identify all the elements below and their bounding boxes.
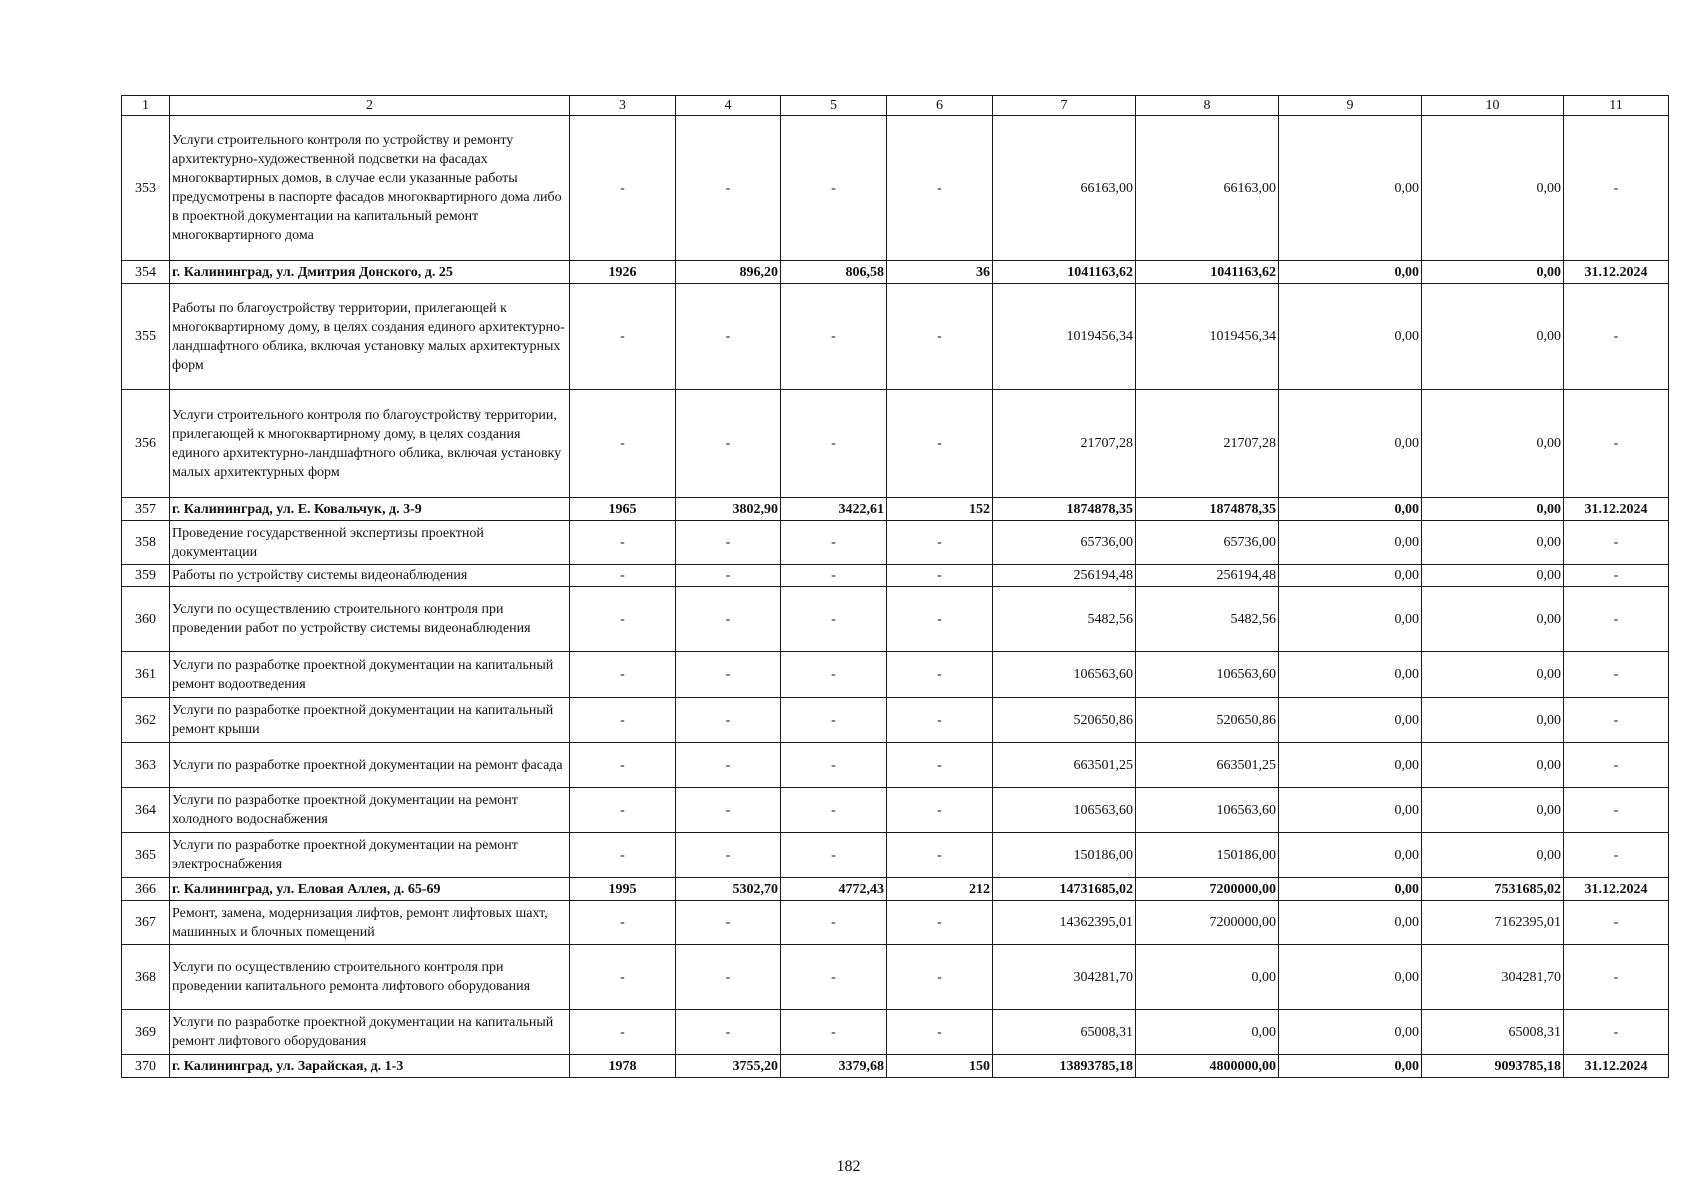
residents-count: - xyxy=(887,652,993,698)
build-year: 1978 xyxy=(570,1055,676,1078)
completion-date: - xyxy=(1564,698,1669,743)
owners-cost: 0,00 xyxy=(1422,587,1564,652)
build-year: - xyxy=(570,521,676,565)
fund-cost: 663501,25 xyxy=(1136,743,1279,788)
completion-date: - xyxy=(1564,652,1669,698)
fund-cost: 0,00 xyxy=(1136,1010,1279,1055)
table-row xyxy=(122,284,1669,390)
owners-cost: 65008,31 xyxy=(1422,1010,1564,1055)
residents-count: - xyxy=(887,521,993,565)
total-area: - xyxy=(676,833,781,878)
premises-area: - xyxy=(781,945,887,1010)
total-cost: 106563,60 xyxy=(993,788,1136,833)
address: г. Калининград, ул. Е. Ковальчук, д. 3-9 xyxy=(170,498,570,521)
fund-cost: 1041163,62 xyxy=(1136,261,1279,284)
budget-cost: 0,00 xyxy=(1279,1055,1422,1078)
row-number: 359 xyxy=(122,565,170,587)
column-header: 11 xyxy=(1564,96,1669,116)
residents-count: - xyxy=(887,390,993,498)
completion-date: - xyxy=(1564,565,1669,587)
owners-cost: 0,00 xyxy=(1422,261,1564,284)
work-description: Работы по благоустройству территории, прилегающей к многоквартирному дому, в целях создания единого архитектурно-ландшафтного облика, включая установку малых архитектурных форм xyxy=(170,284,570,390)
total-area: - xyxy=(676,743,781,788)
address: г. Калининград, ул. Еловая Аллея, д. 65-69 xyxy=(170,878,570,901)
build-year: - xyxy=(570,565,676,587)
budget-cost: 0,00 xyxy=(1279,587,1422,652)
total-cost: 106563,60 xyxy=(993,652,1136,698)
residents-count: 150 xyxy=(887,1055,993,1078)
total-area: - xyxy=(676,116,781,261)
budget-cost: 0,00 xyxy=(1279,878,1422,901)
column-header: 5 xyxy=(781,96,887,116)
completion-date: - xyxy=(1564,788,1669,833)
fund-cost: 7200000,00 xyxy=(1136,878,1279,901)
residents-count: - xyxy=(887,743,993,788)
row-number: 365 xyxy=(122,833,170,878)
build-year: - xyxy=(570,284,676,390)
work-description: Услуги по разработке проектной документации на ремонт холодного водоснабжения xyxy=(170,788,570,833)
budget-cost: 0,00 xyxy=(1279,284,1422,390)
row-number: 366 xyxy=(122,878,170,901)
premises-area: 806,58 xyxy=(781,261,887,284)
fund-cost: 5482,56 xyxy=(1136,587,1279,652)
work-description: Ремонт, замена, модернизация лифтов, ремонт лифтовых шахт, машинных и блочных помещений xyxy=(170,901,570,945)
budget-cost: 0,00 xyxy=(1279,498,1422,521)
work-description: Услуги по разработке проектной документации на капитальный ремонт водоотведения xyxy=(170,652,570,698)
completion-date: 31.12.2024 xyxy=(1564,878,1669,901)
table-row xyxy=(122,833,1669,878)
total-area: - xyxy=(676,652,781,698)
fund-cost: 65736,00 xyxy=(1136,521,1279,565)
address: г. Калининград, ул. Дмитрия Донского, д. 25 xyxy=(170,261,570,284)
budget-cost: 0,00 xyxy=(1279,261,1422,284)
residents-count: - xyxy=(887,587,993,652)
completion-date: - xyxy=(1564,116,1669,261)
owners-cost: 7162395,01 xyxy=(1422,901,1564,945)
column-header: 10 xyxy=(1422,96,1564,116)
row-number: 362 xyxy=(122,698,170,743)
budget-cost: 0,00 xyxy=(1279,116,1422,261)
work-description: Проведение государственной экспертизы проектной документации xyxy=(170,521,570,565)
table-row xyxy=(122,521,1669,565)
total-cost: 304281,70 xyxy=(993,945,1136,1010)
row-number: 363 xyxy=(122,743,170,788)
budget-cost: 0,00 xyxy=(1279,652,1422,698)
column-header: 4 xyxy=(676,96,781,116)
completion-date: 31.12.2024 xyxy=(1564,498,1669,521)
residents-count: - xyxy=(887,284,993,390)
total-area: 3802,90 xyxy=(676,498,781,521)
total-cost: 663501,25 xyxy=(993,743,1136,788)
build-year: - xyxy=(570,652,676,698)
row-number: 364 xyxy=(122,788,170,833)
row-number: 356 xyxy=(122,390,170,498)
table-row xyxy=(122,261,1669,284)
fund-cost: 21707,28 xyxy=(1136,390,1279,498)
owners-cost: 9093785,18 xyxy=(1422,1055,1564,1078)
total-cost: 14362395,01 xyxy=(993,901,1136,945)
residents-count: - xyxy=(887,698,993,743)
total-area: - xyxy=(676,945,781,1010)
row-number: 367 xyxy=(122,901,170,945)
owners-cost: 0,00 xyxy=(1422,498,1564,521)
premises-area: - xyxy=(781,521,887,565)
total-cost: 66163,00 xyxy=(993,116,1136,261)
build-year: - xyxy=(570,901,676,945)
residents-count: 36 xyxy=(887,261,993,284)
table-row xyxy=(122,788,1669,833)
completion-date: - xyxy=(1564,901,1669,945)
total-area: - xyxy=(676,587,781,652)
total-cost: 520650,86 xyxy=(993,698,1136,743)
row-number: 369 xyxy=(122,1010,170,1055)
total-area: - xyxy=(676,788,781,833)
table-row xyxy=(122,901,1669,945)
work-description: Услуги по разработке проектной документации на ремонт фасада xyxy=(170,743,570,788)
table-row xyxy=(122,1055,1669,1078)
total-cost: 1874878,35 xyxy=(993,498,1136,521)
residents-count: 152 xyxy=(887,498,993,521)
total-cost: 150186,00 xyxy=(993,833,1136,878)
completion-date: - xyxy=(1564,833,1669,878)
owners-cost: 7531685,02 xyxy=(1422,878,1564,901)
budget-cost: 0,00 xyxy=(1279,833,1422,878)
table-row xyxy=(122,498,1669,521)
residents-count: - xyxy=(887,116,993,261)
table-row xyxy=(122,652,1669,698)
fund-cost: 256194,48 xyxy=(1136,565,1279,587)
owners-cost: 0,00 xyxy=(1422,652,1564,698)
residents-count: - xyxy=(887,945,993,1010)
total-area: - xyxy=(676,901,781,945)
fund-cost: 0,00 xyxy=(1136,945,1279,1010)
premises-area: 4772,43 xyxy=(781,878,887,901)
total-area: - xyxy=(676,521,781,565)
owners-cost: 0,00 xyxy=(1422,284,1564,390)
fund-cost: 1874878,35 xyxy=(1136,498,1279,521)
owners-cost: 0,00 xyxy=(1422,565,1564,587)
completion-date: - xyxy=(1564,1010,1669,1055)
completion-date: - xyxy=(1564,521,1669,565)
work-description: Услуги по осуществлению строительного контроля при проведении работ по устройству системы видеонаблюдения xyxy=(170,587,570,652)
budget-cost: 0,00 xyxy=(1279,743,1422,788)
fund-cost: 1019456,34 xyxy=(1136,284,1279,390)
column-header: 8 xyxy=(1136,96,1279,116)
row-number: 354 xyxy=(122,261,170,284)
total-cost: 256194,48 xyxy=(993,565,1136,587)
premises-area: - xyxy=(781,284,887,390)
residents-count: - xyxy=(887,1010,993,1055)
completion-date: - xyxy=(1564,945,1669,1010)
premises-area: - xyxy=(781,587,887,652)
premises-area: - xyxy=(781,698,887,743)
premises-area: - xyxy=(781,901,887,945)
owners-cost: 0,00 xyxy=(1422,698,1564,743)
column-number-row xyxy=(122,96,1669,116)
build-year: - xyxy=(570,945,676,1010)
work-description: Услуги по разработке проектной документации на капитальный ремонт лифтового оборудования xyxy=(170,1010,570,1055)
fund-cost: 150186,00 xyxy=(1136,833,1279,878)
premises-area: 3422,61 xyxy=(781,498,887,521)
total-area: - xyxy=(676,284,781,390)
row-number: 360 xyxy=(122,587,170,652)
total-cost: 21707,28 xyxy=(993,390,1136,498)
build-year: - xyxy=(570,390,676,498)
total-area: 5302,70 xyxy=(676,878,781,901)
table-row xyxy=(122,878,1669,901)
total-cost: 5482,56 xyxy=(993,587,1136,652)
build-year: - xyxy=(570,698,676,743)
residents-count: 212 xyxy=(887,878,993,901)
row-number: 358 xyxy=(122,521,170,565)
total-area: 3755,20 xyxy=(676,1055,781,1078)
total-area: - xyxy=(676,565,781,587)
budget-cost: 0,00 xyxy=(1279,390,1422,498)
fund-cost: 4800000,00 xyxy=(1136,1055,1279,1078)
premises-area: - xyxy=(781,116,887,261)
budget-cost: 0,00 xyxy=(1279,945,1422,1010)
table-row xyxy=(122,1010,1669,1055)
fund-cost: 106563,60 xyxy=(1136,788,1279,833)
residents-count: - xyxy=(887,788,993,833)
fund-cost: 520650,86 xyxy=(1136,698,1279,743)
work-description: Услуги по разработке проектной документации на ремонт электроснабжения xyxy=(170,833,570,878)
total-cost: 65736,00 xyxy=(993,521,1136,565)
column-header: 2 xyxy=(170,96,570,116)
completion-date: - xyxy=(1564,743,1669,788)
completion-date: - xyxy=(1564,587,1669,652)
completion-date: 31.12.2024 xyxy=(1564,261,1669,284)
work-description: Услуги строительного контроля по устройству и ремонту архитектурно-художественной подсветки на фасадах многоквартирных домов, в случае если указанные работы предусмотрены в паспорте фасадов многоквартирного дома либо в проектной документации на капитальный ремонт многоквартирного дома xyxy=(170,116,570,261)
address: г. Калининград, ул. Зарайская, д. 1-3 xyxy=(170,1055,570,1078)
work-description: Услуги строительного контроля по благоустройству территории, прилегающей к многоквартирному дому, в целях создания единого архитектурно-ландшафтного облика, включая установку малых архитектурных форм xyxy=(170,390,570,498)
residents-count: - xyxy=(887,833,993,878)
budget-cost: 0,00 xyxy=(1279,565,1422,587)
table-row xyxy=(122,698,1669,743)
build-year: - xyxy=(570,833,676,878)
build-year: - xyxy=(570,587,676,652)
build-year: 1965 xyxy=(570,498,676,521)
budget-cost: 0,00 xyxy=(1279,901,1422,945)
premises-area: - xyxy=(781,1010,887,1055)
total-area: - xyxy=(676,390,781,498)
premises-area: - xyxy=(781,565,887,587)
total-area: - xyxy=(676,1010,781,1055)
column-header: 7 xyxy=(993,96,1136,116)
budget-cost: 0,00 xyxy=(1279,521,1422,565)
owners-cost: 0,00 xyxy=(1422,833,1564,878)
budget-cost: 0,00 xyxy=(1279,788,1422,833)
premises-area: - xyxy=(781,390,887,498)
premises-area: - xyxy=(781,833,887,878)
table-row xyxy=(122,565,1669,587)
row-number: 357 xyxy=(122,498,170,521)
total-area: 896,20 xyxy=(676,261,781,284)
budget-cost: 0,00 xyxy=(1279,1010,1422,1055)
build-year: - xyxy=(570,788,676,833)
premises-area: - xyxy=(781,788,887,833)
table-row xyxy=(122,945,1669,1010)
row-number: 353 xyxy=(122,116,170,261)
owners-cost: 0,00 xyxy=(1422,743,1564,788)
fund-cost: 66163,00 xyxy=(1136,116,1279,261)
residents-count: - xyxy=(887,901,993,945)
total-area: - xyxy=(676,698,781,743)
build-year: 1926 xyxy=(570,261,676,284)
premises-area: 3379,68 xyxy=(781,1055,887,1078)
premises-area: - xyxy=(781,743,887,788)
column-header: 3 xyxy=(570,96,676,116)
capital-repair-table xyxy=(121,95,1669,1078)
row-number: 361 xyxy=(122,652,170,698)
owners-cost: 304281,70 xyxy=(1422,945,1564,1010)
build-year: - xyxy=(570,116,676,261)
total-cost: 1019456,34 xyxy=(993,284,1136,390)
owners-cost: 0,00 xyxy=(1422,116,1564,261)
row-number: 368 xyxy=(122,945,170,1010)
table-row xyxy=(122,116,1669,261)
column-header: 9 xyxy=(1279,96,1422,116)
total-cost: 14731685,02 xyxy=(993,878,1136,901)
fund-cost: 7200000,00 xyxy=(1136,901,1279,945)
total-cost: 65008,31 xyxy=(993,1010,1136,1055)
completion-date: 31.12.2024 xyxy=(1564,1055,1669,1078)
build-year: - xyxy=(570,743,676,788)
table-row xyxy=(122,743,1669,788)
owners-cost: 0,00 xyxy=(1422,390,1564,498)
fund-cost: 106563,60 xyxy=(1136,652,1279,698)
table-row xyxy=(122,390,1669,498)
build-year: 1995 xyxy=(570,878,676,901)
column-header: 1 xyxy=(122,96,170,116)
build-year: - xyxy=(570,1010,676,1055)
work-description: Услуги по осуществлению строительного контроля при проведении капитального ремонта лифтового оборудования xyxy=(170,945,570,1010)
total-cost: 13893785,18 xyxy=(993,1055,1136,1078)
owners-cost: 0,00 xyxy=(1422,788,1564,833)
total-cost: 1041163,62 xyxy=(993,261,1136,284)
column-header: 6 xyxy=(887,96,993,116)
completion-date: - xyxy=(1564,390,1669,498)
table-row xyxy=(122,587,1669,652)
residents-count: - xyxy=(887,565,993,587)
work-description: Услуги по разработке проектной документации на капитальный ремонт крыши xyxy=(170,698,570,743)
page-number: 182 xyxy=(836,1158,861,1175)
completion-date: - xyxy=(1564,284,1669,390)
row-number: 355 xyxy=(122,284,170,390)
row-number: 370 xyxy=(122,1055,170,1078)
work-description: Работы по устройству системы видеонаблюдения xyxy=(170,565,570,587)
premises-area: - xyxy=(781,652,887,698)
owners-cost: 0,00 xyxy=(1422,521,1564,565)
budget-cost: 0,00 xyxy=(1279,698,1422,743)
